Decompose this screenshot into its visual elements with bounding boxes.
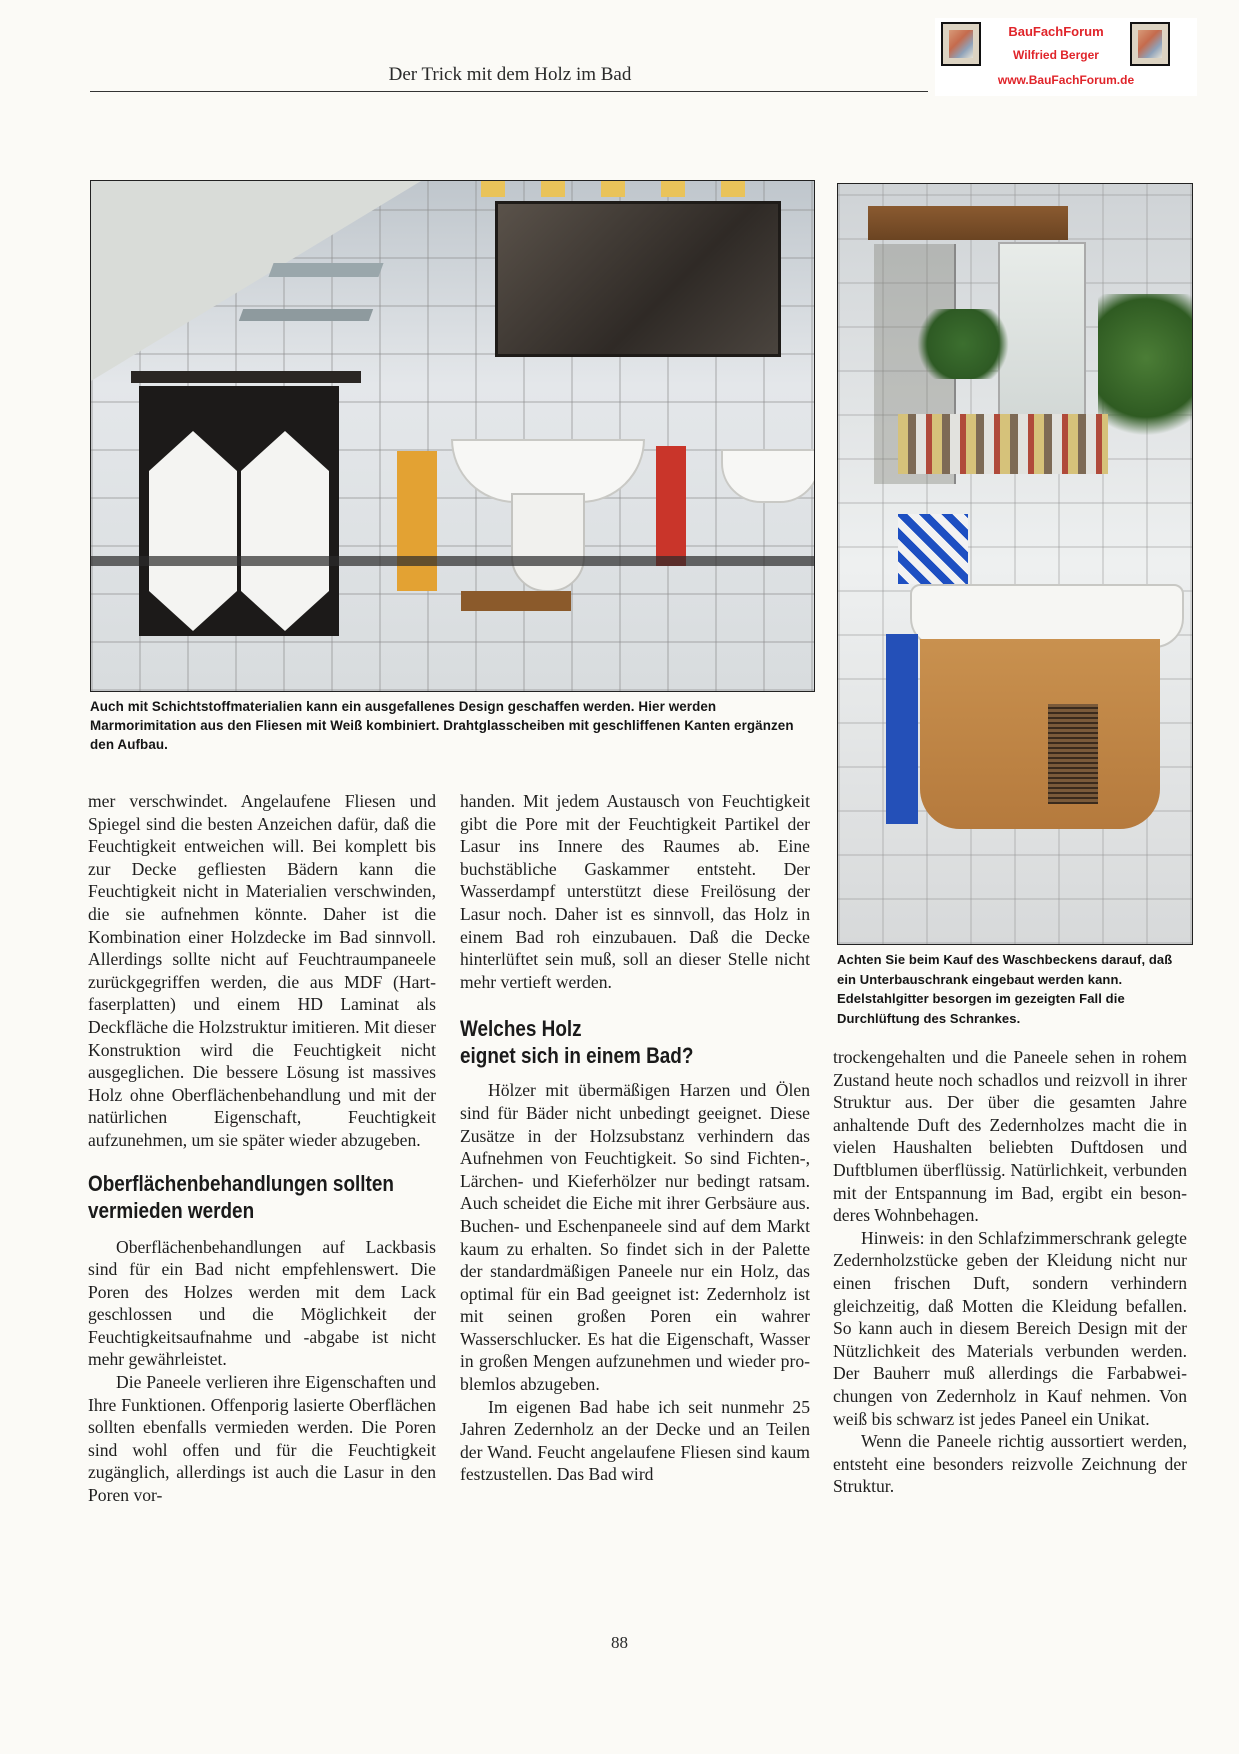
ventilation-grille [1048, 704, 1098, 804]
blue-towel [898, 514, 968, 584]
mirror-cabinet [495, 201, 781, 357]
section-heading [460, 1015, 761, 1069]
heading-line: Welches Holz [460, 1016, 582, 1042]
heading-line: vermieden werden [88, 1197, 255, 1223]
basin-pedestal [511, 493, 585, 592]
blue-hanging-towel [886, 634, 918, 824]
washbasin-second [721, 449, 815, 503]
paragraph: Die Paneele verlieren ihre Eigenschaften und Ihre Funktionen. Offenporig lasierte Oberflächen sollten ebenfalls vermieden werden. Die Poren sind wohl offen und für die Feuchtigkeit zugänglich, allerdings ist auch die Lasur in den Poren vor- [88, 1372, 436, 1506]
page-number: 88 [611, 1633, 628, 1652]
hanging-plant [1098, 294, 1193, 454]
red-towel [656, 446, 686, 566]
logo-emblem-icon [941, 22, 981, 66]
watermark-logo [935, 18, 1197, 96]
plant [908, 309, 1018, 379]
glass-shelf [268, 263, 383, 277]
wooden-light-box [868, 206, 1068, 240]
glass-shelf [239, 309, 373, 321]
counter-top [131, 371, 361, 383]
wooden-stool [461, 591, 571, 611]
underbasin-cabinet [920, 639, 1160, 829]
logo-url: www.BauFachForum.de [997, 73, 1135, 87]
logo-author: Wilfried Berger [1013, 48, 1099, 62]
paragraph: handen. Mit jedem Austausch von Feuchtigkeit gibt die Pore mit der Feuchtigkeit Partikel der Lasur ins Innere des Raumes ab. Eine buchstäbliche Gaskammer entsteht. Der Wasserdampf unterstützt diese Freilösung der Lasur noch. Daher ist es sinnvoll, das Holz in einem Bad roh einzubauen. Daß die Decke hinterlüftet sein muß, soll an dieser Stelle nicht mehr vertieft werden. [460, 791, 810, 992]
paragraph: mer verschwindet. Angelaufene Fliesen und Spiegel sind die besten Anzeichen dafür, daß die Feuchtigkeit entweichen will. Bei komplett bis zur Decke gefliesten Bädern kann die Feuchtigkeit nicht in Materialien verschwinden, die sie aufnehmen könnte. Daher ist die Kombination einer Holzdecke im Bad sinnvoll. Allerdings sollte nicht auf Feuchtraumpaneele zurückgegriffen werden, die aus MDF (Hartfaserplatten) und einem HD Laminat als Deckfläche die Holzstruktur imitieren. Mit dieser Konstruktion wird die Feuchtigkeit nicht ausgeglichen. Die bessere Lösung ist massives Holz ohne Oberflächenbehandlung und mit der natürlichen Eigenschaft, Feuchtigkeit aufzunehmen, um sie später wieder abzugeben. [88, 791, 436, 1150]
paragraph: trockengehalten und die Paneele sehen in rohem Zustand heute noch schadlos und reizvoll in ihrer Struktur aus. Der über die gesamten Jahre anhaltende Duft des Zedernholzes macht die in vielen Haushalten beliebten Duftdosen und Duftblumen überflüssig. Natürlichkeit, verbunden mit der Entspannung im Bad, ergibt ein besonderes Wohnbehagen. [833, 1047, 1187, 1226]
logo-title: BauFachForum [1008, 24, 1104, 39]
paragraph: Oberflächenbehandlungen auf Lackbasis sind für ein Bad nicht empfehlenswert. Die Poren des Holzes werden mit dem Lack geschlossen und die Möglichkeit der Feuchtigkeitsaufnahme und -abgabe ist nicht mehr gewährleistet. [88, 1236, 436, 1370]
ceiling-lights [481, 181, 781, 197]
paragraph: Hölzer mit übermäßigen Harzen und Ölen sind für Bäder nicht unbedingt geeignet. Diese Zusätze in der Holzsubstanz verhindern das Aufnehmen von Feuchtigkeit. So sind Fichten-, Lärchen- und Kieferhölzer nur bedingt ratsam. Auch scheidet die Eiche mit ihrer Gerbsäure aus. Buchen- und Eschenpaneele sind auf dem Markt kaum zu erhalten. So findet sich in der Palette der standardmäßigen Paneele nur ein Holz, das optimal für ein Bad geeignet ist: Zedernholz ist mit seinen großen Poren ein wahrer Wasserschlucker. Es hat die Eigenschaft, Wasser in großen Mengen aufzunehmen und wieder problemlos abzugeben. [460, 1080, 810, 1395]
cabinet-door-diamond [241, 431, 329, 631]
header-rule [90, 91, 928, 92]
bathroom-photo-left [90, 180, 815, 692]
paragraph: Hinweis: in den Schlafzimmerschrank gelegte Zedernholzstücke geben der Kleidung nicht nur einen frischen Duft, sondern verhindern gleichzeitig, daß Motten die Kleidung befallen. So kann auch in diesem Bereich Design mit der Nützlichkeit des Materials verbunden werden. Der Bauherr muß allerdings die Farbabweichungen von Zedernholz in Kauf nehmen. Von weiß bis schwarz ist jedes Paneel ein Unikat. [833, 1227, 1187, 1429]
paragraph: Im eigenen Bad habe ich seit nunmehr 25 Jahren Zedernholz an der Decke und an Teilen der Wand. Feucht angelaufene Fliesen sind kaum festzustellen. Das Bad wird [460, 1396, 810, 1485]
paragraph: Wenn die Paneele richtig aussortiert werden, entsteht eine besonders reizvolle Zeichnung der Struktur. [833, 1431, 1187, 1497]
toiletries-shelf [898, 414, 1108, 474]
text-column-1 [88, 790, 436, 1507]
text-column-2 [460, 790, 810, 1486]
caption-right-photo: Achten Sie beim Kauf des Waschbeckens darauf, daß ein Unterbauschrank eingebaut werden kann. Edelstahlgitter besorgen im gezeigten Fall die Durchlüftung des Schrankes. [837, 952, 1173, 1026]
heading-line: Oberflächenbehandlungen sollten [88, 1170, 394, 1196]
yellow-towel [397, 451, 437, 591]
section-heading [88, 1170, 394, 1224]
sloped-ceiling [91, 181, 421, 381]
dark-tile-band [91, 556, 815, 566]
heading-line: eignet sich in einem Bad? [460, 1043, 694, 1069]
logo-emblem-icon [1130, 22, 1170, 66]
running-head: Der Trick mit dem Holz im Bad [388, 64, 632, 85]
text-column-3 [833, 1046, 1187, 1498]
cabinet-door-diamond [149, 431, 237, 631]
caption-left-photo: Auch mit Schichtstoffmaterialien kann ein ausgefallenes Design geschaffen werden. Hier werden Marmorimitation aus den Fliesen mit Weiß kombiniert. Drahtglasscheiben mit geschliffenen Kanten ergänzen den Aufbau. [90, 699, 794, 752]
bathroom-photo-right [837, 183, 1193, 945]
